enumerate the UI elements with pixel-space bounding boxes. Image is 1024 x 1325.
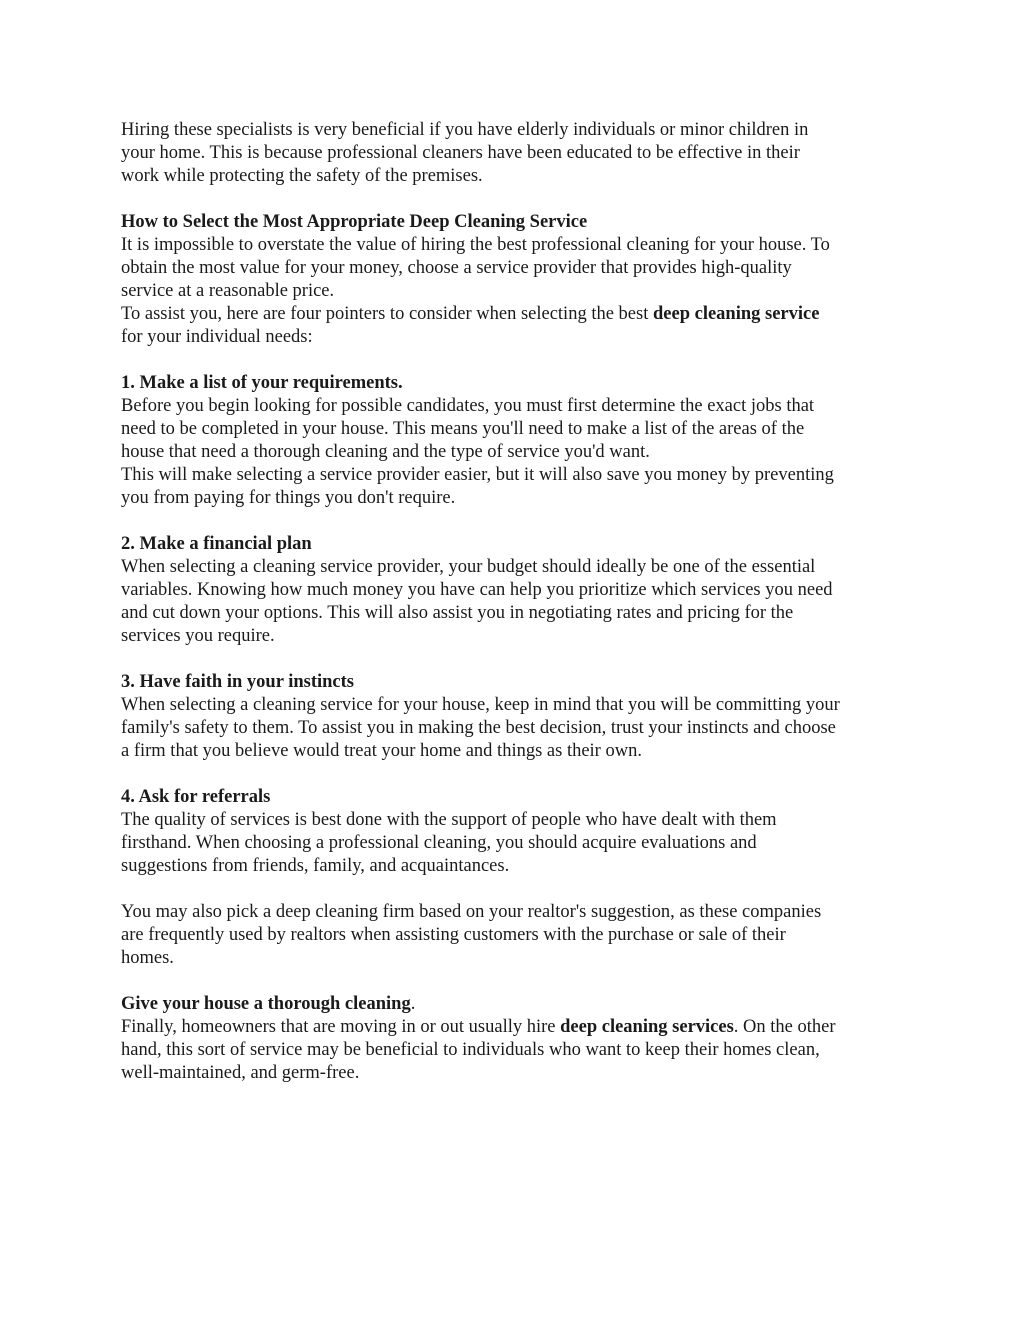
text-line: your home. This is because professional cleaners have been educated to be effective in their: [121, 143, 800, 163]
text-line: When selecting a cleaning service for your house, keep in mind that you will be committing your: [121, 695, 840, 715]
text-line: hand, this sort of service may be beneficial to individuals who want to keep their homes clean,: [121, 1040, 820, 1060]
paragraph-gap: [121, 763, 921, 786]
text-line: are frequently used by realtors when assisting customers with the purchase or sale of their: [121, 925, 786, 945]
text-line: Hiring these specialists is very beneficial if you have elderly individuals or minor children in: [121, 120, 809, 140]
text-line: The quality of services is best done with the support of people who have dealt with them: [121, 810, 777, 830]
section-heading: [121, 993, 921, 1016]
text-line: When selecting a cleaning service provider, your budget should ideally be one of the essential: [121, 557, 816, 577]
text-line: Before you begin looking for possible candidates, you must first determine the exact jobs that: [121, 396, 815, 416]
paragraph-gap: [121, 970, 921, 993]
text-line: for your individual needs:: [121, 327, 313, 347]
text-line: suggestions from friends, family, and acquaintances.: [121, 856, 510, 876]
text-line: well-maintained, and germ-free.: [121, 1063, 360, 1083]
document-page: [121, 119, 921, 1085]
text-line: variables. Knowing how much money you have can help you prioritize which services you need: [121, 580, 833, 600]
text-line: house that need a thorough cleaning and the type of service you'd want.: [121, 442, 650, 462]
text-line: you from paying for things you don't require.: [121, 488, 456, 508]
closing-section: [121, 993, 921, 1085]
paragraph-gap: [121, 188, 921, 211]
text-line: firsthand. When choosing a professional cleaning, you should acquire evaluations and: [121, 833, 757, 853]
text-line: It is impossible to overstate the value of hiring the best professional cleaning for your house. To: [121, 235, 830, 255]
text-line: service at a reasonable price.: [121, 281, 335, 301]
text-line: This will make selecting a service provider easier, but it will also save you money by preventing: [121, 465, 834, 485]
section-heading: 2. Make a financial plan: [121, 534, 312, 554]
text-line: need to be completed in your house. This means you'll need to make a list of the areas of the: [121, 419, 805, 439]
section-heading: How to Select the Most Appropriate Deep Cleaning Service: [121, 212, 588, 232]
paragraph-gap: [121, 510, 921, 533]
text-line: family's safety to them. To assist you in making the best decision, trust your instincts and choose: [121, 718, 836, 738]
text-span: To assist you, here are four pointers to consider when selecting the best: [121, 304, 653, 324]
section-heading: 1. Make a list of your requirements.: [121, 373, 403, 393]
text-line: work while protecting the safety of the premises.: [121, 166, 483, 186]
tip-4-section: [121, 786, 921, 878]
bold-keyword: deep cleaning service: [652, 304, 820, 324]
bold-heading-text: Give your house a thorough cleaning: [121, 994, 411, 1014]
select-section: [121, 211, 921, 349]
paragraph-gap: [121, 349, 921, 372]
text-span: .: [410, 994, 416, 1014]
text-line: obtain the most value for your money, choose a service provider that provides high-quality: [121, 258, 792, 278]
text-span: . On the other: [733, 1017, 836, 1037]
text-line: You may also pick a deep cleaning firm based on your realtor's suggestion, as these companies: [121, 902, 822, 922]
text-line: a firm that you believe would treat your home and things as their own.: [121, 741, 642, 761]
intro-paragraph: [121, 119, 921, 188]
tip-1-section: [121, 372, 921, 510]
text-line: homes.: [121, 948, 174, 968]
paragraph-gap: [121, 648, 921, 671]
text-span: Finally, homeowners that are moving in or out usually hire: [121, 1017, 561, 1037]
section-heading: 4. Ask for referrals: [121, 787, 271, 807]
text-line: [121, 1016, 921, 1039]
tip-3-section: [121, 671, 921, 763]
tip-2-section: [121, 533, 921, 648]
section-heading: 3. Have faith in your instincts: [121, 672, 354, 692]
text-line: services you require.: [121, 626, 275, 646]
realtor-paragraph: [121, 901, 921, 970]
text-line: [121, 303, 921, 326]
text-line: and cut down your options. This will also assist you in negotiating rates and pricing for the: [121, 603, 794, 623]
bold-keyword: deep cleaning services: [560, 1017, 734, 1037]
paragraph-gap: [121, 878, 921, 901]
